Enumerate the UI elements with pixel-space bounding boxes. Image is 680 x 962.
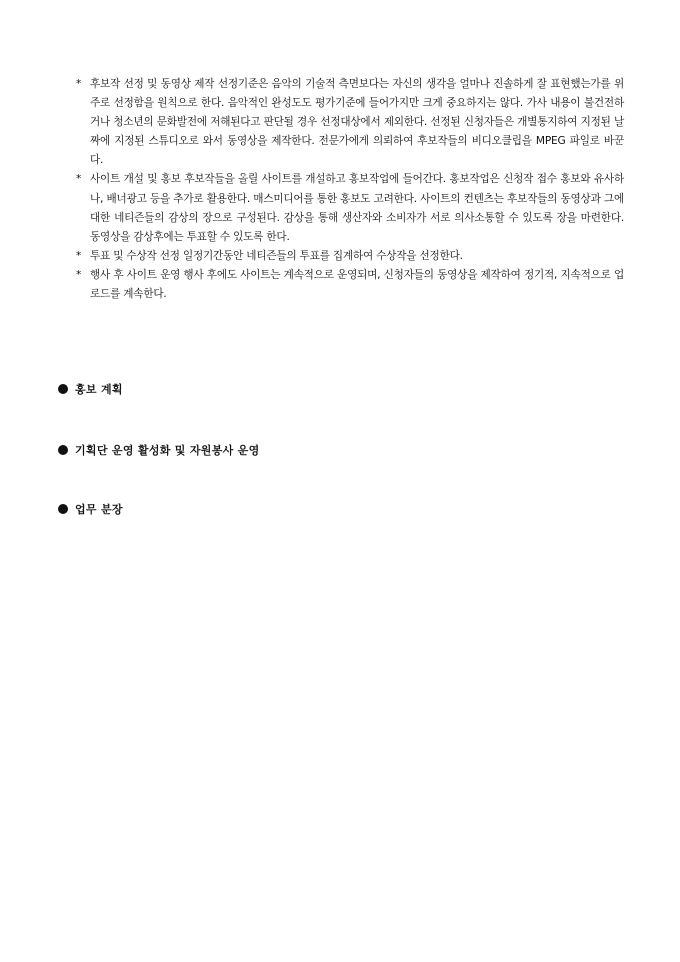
bullet-item-voting <box>76 247 624 266</box>
bullet-item-selection-criteria <box>76 75 624 170</box>
bullet-item-post-event <box>76 266 624 304</box>
bullet-text: 후보작 선정 및 동영상 제작 선정기준은 음악의 기술적 측면보다는 자신의 생각을 얼마나 진솔하게 잘 표현했는가를 위주로 선정함을 원칙으로 한다. 음악적인 완성도도 평가기준에 들어가지만 크게 중요하지는 않다. 가사 내용이 불건전하거나 청소년의 문화발전에 저해된다고 판단될 경우 선정대상에서 제외한다. 선정된 신청자들은 개별통지하여 지정된 날짜에 지정된 스튜디오로 와서 동영상을 제작한다. 전문가에게 의뢰하여 후보작들의 비디오클립을 MPEG 파일로 바꾼다. <box>90 78 624 167</box>
bullet-text: 행사 후 사이트 운영 행사 후에도 사이트는 계속적으로 운영되며, 신청자들의 동영상을 제작하여 정기적, 지속적으로 업로드를 계속한다. <box>90 268 624 301</box>
bullet-dot-icon <box>58 504 68 514</box>
bullet-text: 투표 및 수상작 선정 일정기간동안 네티즌들의 투표를 집계하여 수상작을 선정한다. <box>90 249 463 262</box>
section-heading-text: 기획단 운영 활성화 및 자원봉사 운영 <box>75 444 260 457</box>
bullet-item-site-promotion <box>76 170 624 246</box>
section-heading-planning-team <box>58 442 260 458</box>
section-heading-promotion-plan <box>58 381 123 397</box>
bullet-dot-icon <box>58 384 68 394</box>
bullet-list <box>76 75 624 304</box>
section-heading-text: 업무 분장 <box>75 503 123 516</box>
bullet-marker: * <box>76 173 82 186</box>
bullet-marker: * <box>76 268 82 281</box>
bullet-marker: * <box>76 249 82 262</box>
section-heading-text: 홍보 계획 <box>75 383 123 396</box>
bullet-text: 사이트 개설 및 홍보 후보작들을 올릴 사이트를 개설하고 홍보작업에 들어간다. 홍보작업은 신청작 접수 홍보와 유사하나, 배너광고 등을 추가로 활용한다. 매스미디어를 통한 홍보도 고려한다. 사이트의 컨텐츠는 후보작들의 동영상과 그에 대한 네티즌들의 감상의 장으로 구성된다. 감상을 통해 생산자와 소비자가 서로 의사소통할 수 있도록 장을 마련한다. 동영상을 감상후에는 투표할 수 있도록 한다. <box>90 173 624 243</box>
bullet-marker: * <box>76 78 82 90</box>
bullet-dot-icon <box>58 445 68 455</box>
section-heading-task-division <box>58 501 123 517</box>
